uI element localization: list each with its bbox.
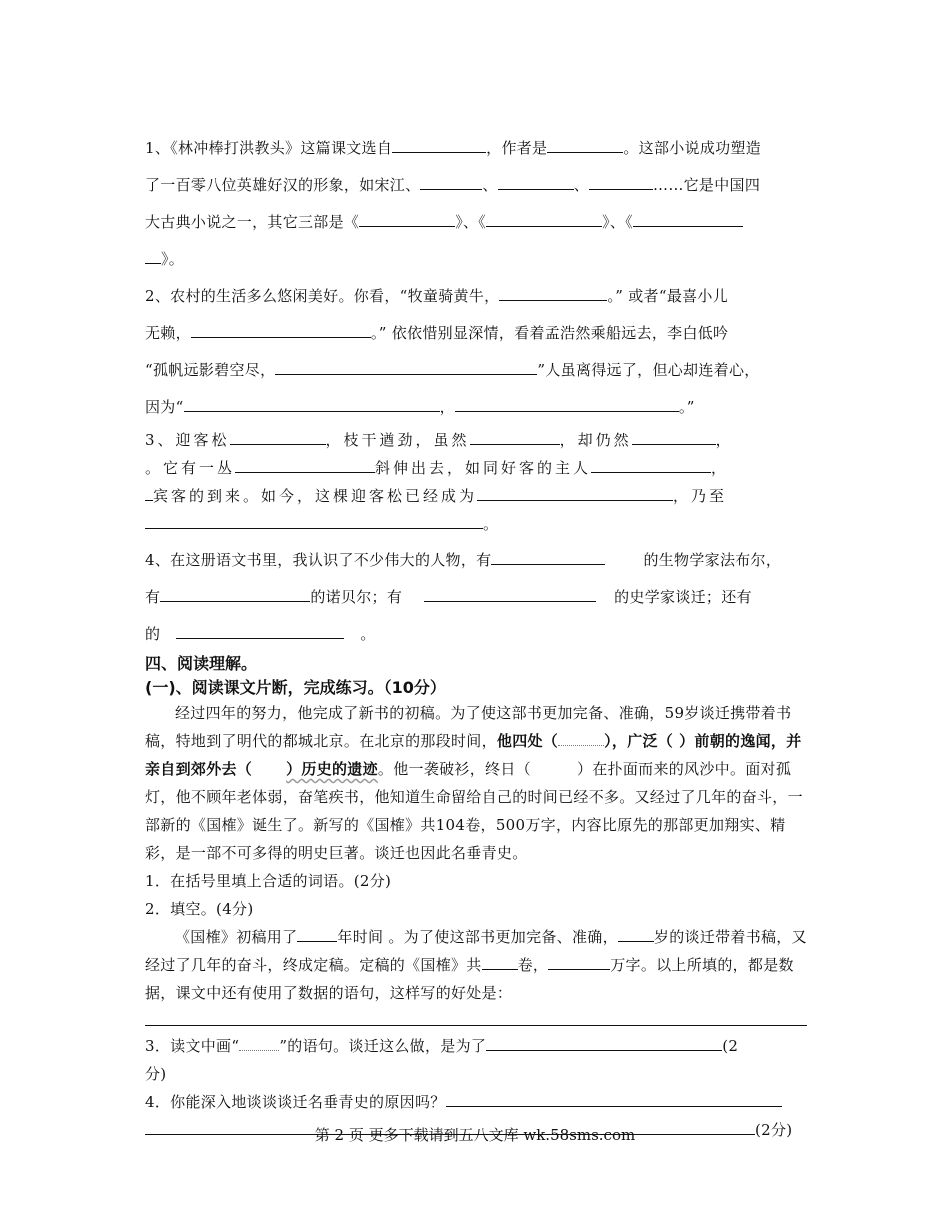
blank[interactable] (145, 248, 161, 264)
blank[interactable] (589, 174, 653, 190)
blank[interactable] (455, 396, 679, 412)
blank[interactable] (191, 322, 371, 338)
blank[interactable] (477, 485, 673, 501)
blank[interactable] (392, 137, 486, 153)
blank[interactable] (632, 429, 716, 445)
answer-line[interactable] (145, 1007, 807, 1026)
subsection-heading: (一)、阅读课文片断，完成练习。（10分） (145, 678, 446, 697)
blank[interactable] (498, 174, 574, 190)
blank[interactable] (424, 586, 596, 602)
exercise-1: 1．在括号里填上合适的词语。(2分) (145, 872, 392, 890)
section-heading: 四、阅读理解。 (145, 654, 258, 673)
blank[interactable] (359, 211, 455, 227)
blank[interactable] (499, 285, 607, 301)
blank[interactable] (618, 926, 654, 942)
question-4: 4、在这册语文书里，我认识了不少伟大的人物，有 的生物学家法布尔， 有 的诺贝尔；有 的史学家谈迁；还有 的 。 (145, 551, 782, 643)
blank[interactable] (486, 211, 602, 227)
blank[interactable] (491, 549, 605, 565)
blank[interactable] (446, 1091, 782, 1107)
blank[interactable] (184, 396, 440, 412)
blank[interactable] (297, 926, 337, 942)
blank[interactable] (482, 954, 518, 970)
question-2: 2、农村的生活多么悠闲美好。你看，“牧童骑黄牛， 。” 或者“最喜小儿 无赖， 。” 依依惜别显深情，看着孟浩然乘船远去，李白低吟 “孤帆远影碧空尽， ”人虽离得远了，但心却连着心， 因为“ ， 。” (145, 287, 760, 416)
blank[interactable] (633, 211, 743, 227)
blank[interactable] (160, 586, 310, 602)
question-3: 3、迎客松 ，枝干遒劲，虽然 ，却仍然 ， 。它有一丛 斜伸出去，如同好客的主人 ， 宾客的到来。如今，这棵迎客松已经成为 ，乃至 。 (145, 431, 734, 533)
blank[interactable] (230, 429, 326, 445)
exercise-2: 2．填空。(4分) (145, 900, 254, 918)
blank[interactable] (176, 623, 344, 639)
page-footer: 第 2 页 更多下载请到五八文库 wk.58sms.com (314, 1126, 636, 1144)
blank[interactable] (547, 137, 623, 153)
blank[interactable] (145, 485, 153, 501)
reading-passage: 经过四年的努力，他完成了新书的初稿。为了使这部书更加完备、准确，59岁谈迁携带着书稿，特地到了明代的都城北京。在北京的那段时间，他四处（ ），广泛（ ）前朝的逸闻，并亲自到郊外去（ ）历史的遗迹。他一袭破衫，终日（ ）在扑面而来的风沙中。面对孤灯，他不顾年老体弱，奋笔疾书，他知道生命留给自己的时间已经不多。又经过了几年的奋斗，一部新的《国榷》诞生了。新写的《国榷》共104卷，500万字，内容比原先的那部更加翔实、精彩，是一部不可多得的明史巨著。谈迁也因此名垂青史。 (145, 704, 803, 862)
blank[interactable] (239, 1035, 279, 1051)
blank[interactable] (235, 457, 375, 473)
exercise-2-text: 《国榷》初稿用了 年时间 。为了使这部书更加完备、准确， 岁的谈迁带着书稿，又经过了几年的奋斗，终成定稿。定稿的《国榷》共 卷， 万字。以上所填的，都是数据，课文中还有使用了数据的语句，这样写的好处是： (145, 928, 807, 1002)
blank[interactable] (558, 730, 604, 746)
blank[interactable] (420, 174, 482, 190)
worksheet-page (145, 130, 807, 1144)
blank[interactable] (486, 1035, 722, 1051)
blank[interactable] (591, 457, 711, 473)
blank[interactable] (470, 429, 560, 445)
blank[interactable] (145, 513, 483, 529)
question-1: 1、《林冲棒打洪教头》这篇课文选自 ，作者是 。这部小说成功塑造 了一百零八位英雄好汉的形象，如宋江、 、 、 ……它是中国四 大古典小说之一，其它三部是《 》、《 》、《 》。 (145, 139, 762, 268)
blank[interactable] (548, 954, 610, 970)
exercise-3: 3．读文中画“ ”的语句。谈迁这么做，是为了 (2 分) (145, 1037, 739, 1083)
exercise-4: 4．你能深入地谈谈谈迁名垂青史的原因吗？ (2分) (145, 1093, 793, 1139)
blank[interactable] (275, 359, 537, 375)
